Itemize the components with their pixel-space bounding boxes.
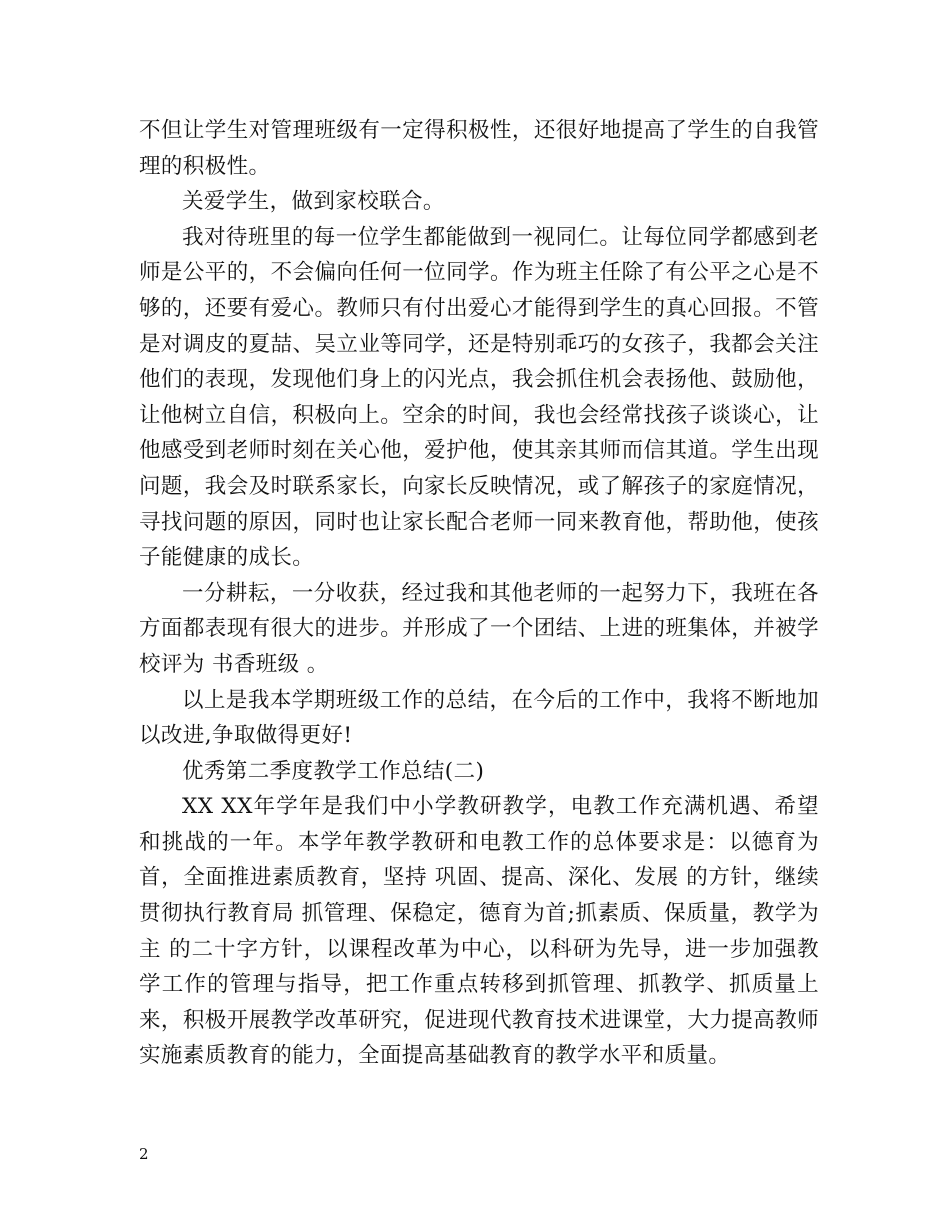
- paragraph-heading-care-students: 关爱学生，做到家校联合。: [182, 189, 445, 215]
- paragraph-continuation: 不但让学生对管理班级有一定得积极性，还很好地提高了学生的自我管理的积极性。: [139, 118, 819, 179]
- paragraph-conclusion: 以上是我本学期班级工作的总结，在今后的工作中，我将不断地加以改进,争取做得更好!: [139, 687, 819, 749]
- section-title: 优秀第二季度教学工作总结(二): [182, 758, 485, 784]
- paragraph-treat-students-equally: 我对待班里的每一位学生都能做到一视同仁。让每位同学都感到老师是公平的，不会偏向任何一位同学。作为班主任除了有公平之心是不够的，还要有爱心。教师只有付出爱心才能得到学生的真心回报。不管是对调皮的夏喆、吴立业等同学，还是特别乖巧的女孩子，我都会关注他们的表现，发现他们身上的闪光点，我会抓住机会表扬他、鼓励他，让他树立自信，积极向上。空余的时间，我也会经常找孩子谈谈心，让他感受到老师时刻在关心他，爱护他，使其亲其师而信其道。学生出现问题，我会及时联系家长，向家长反映情况，或了解孩子的家庭情况，寻找问题的原因，同时也让家长配合老师一同来教育他，帮助他，使孩子能健康的成长。: [139, 224, 819, 571]
- document-body: [139, 113, 819, 1074]
- page-number: 2: [139, 1145, 149, 1163]
- paragraph-academic-year-overview: XX XX年学年是我们中小学教研教学，电教工作充满机遇、希望和挑战的一年。本学年教学教研和电教工作的总体要求是：以德育为首，全面推进素质教育，坚持 巩固、提高、深化、发展 的方针，继续贯彻执行教育局 抓管理、保稳定，德育为首;抓素质、保质量，教学为主 的二十字方针，以课程改革为中心，以科研为先导，进一步加强教学工作的管理与指导，把工作重点转移到抓管理、抓教学、抓质量上来，积极开展教学改革研究，促进现代教育技术进课堂，大力提高教师实施素质教育的能力，全面提高基础教育的教学水平和质量。: [139, 794, 819, 1069]
- paragraph-class-progress: 一分耕耘，一分收获，经过我和其他老师的一起努力下，我班在各方面都表现有很大的进步。并形成了一个团结、上进的班集体，并被学校评为 书香班级 。: [139, 580, 819, 677]
